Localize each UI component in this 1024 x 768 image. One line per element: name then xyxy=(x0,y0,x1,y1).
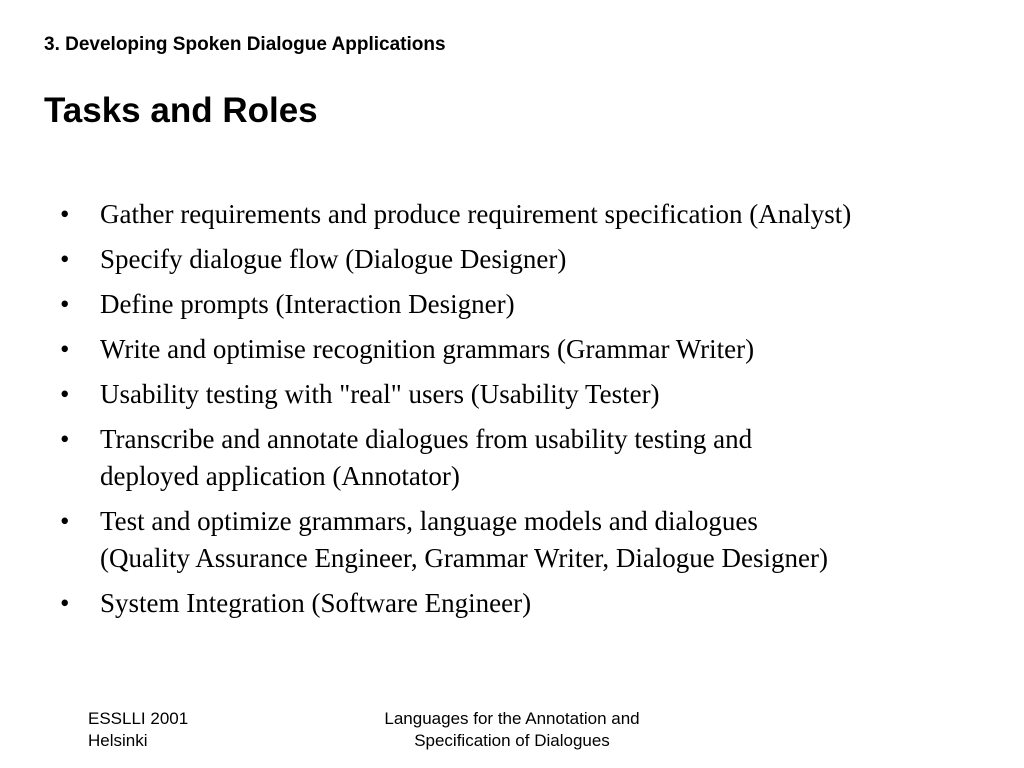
bullet-item xyxy=(60,503,1010,577)
bullet-text: Write and optimise recognition grammars (Grammar Writer) xyxy=(100,334,755,364)
bullet-icon: • xyxy=(60,379,70,409)
footer-conference xyxy=(88,708,188,752)
bullet-text: Gather requirements and produce requirement specification (Analyst) xyxy=(100,199,852,229)
bullet-icon: • xyxy=(60,289,70,319)
bullet-icon: • xyxy=(60,588,70,618)
bullet-list xyxy=(60,196,1010,630)
bullet-item xyxy=(60,421,1010,495)
bullet-text: System Integration (Software Engineer) xyxy=(100,588,532,618)
bullet-icon: • xyxy=(60,506,70,536)
bullet-item xyxy=(60,585,1010,622)
slide-title: Tasks and Roles xyxy=(44,91,318,130)
bullet-icon: • xyxy=(60,424,70,454)
footer-conference-location: Helsinki xyxy=(88,731,148,750)
bullet-text-line-2: deployed application (Annotator) xyxy=(100,461,460,491)
bullet-text: Usability testing with "real" users (Usability Tester) xyxy=(100,379,660,409)
bullet-item xyxy=(60,286,1010,323)
bullet-item xyxy=(60,241,1010,278)
bullet-icon: • xyxy=(60,244,70,274)
footer-course-title xyxy=(332,708,692,752)
bullet-item xyxy=(60,196,1010,233)
footer-course-title-line-1: Languages for the Annotation and xyxy=(384,709,640,728)
bullet-item xyxy=(60,376,1010,413)
footer-conference-name: ESSLLI 2001 xyxy=(88,709,189,728)
bullet-icon: • xyxy=(60,334,70,364)
bullet-text: Specify dialogue flow (Dialogue Designer) xyxy=(100,244,567,274)
bullet-text-line-2: (Quality Assurance Engineer, Grammar Writer, Dialogue Designer) xyxy=(100,543,828,573)
bullet-text-line-1: Transcribe and annotate dialogues from usability testing and xyxy=(100,424,753,454)
bullet-text: Define prompts (Interaction Designer) xyxy=(100,289,515,319)
bullet-item xyxy=(60,331,1010,368)
section-heading: 3. Developing Spoken Dialogue Applications xyxy=(44,34,446,55)
footer-course-title-line-2: Specification of Dialogues xyxy=(414,731,610,750)
bullet-text-line-1: Test and optimize grammars, language models and dialogues xyxy=(100,506,758,536)
bullet-icon: • xyxy=(60,199,70,229)
